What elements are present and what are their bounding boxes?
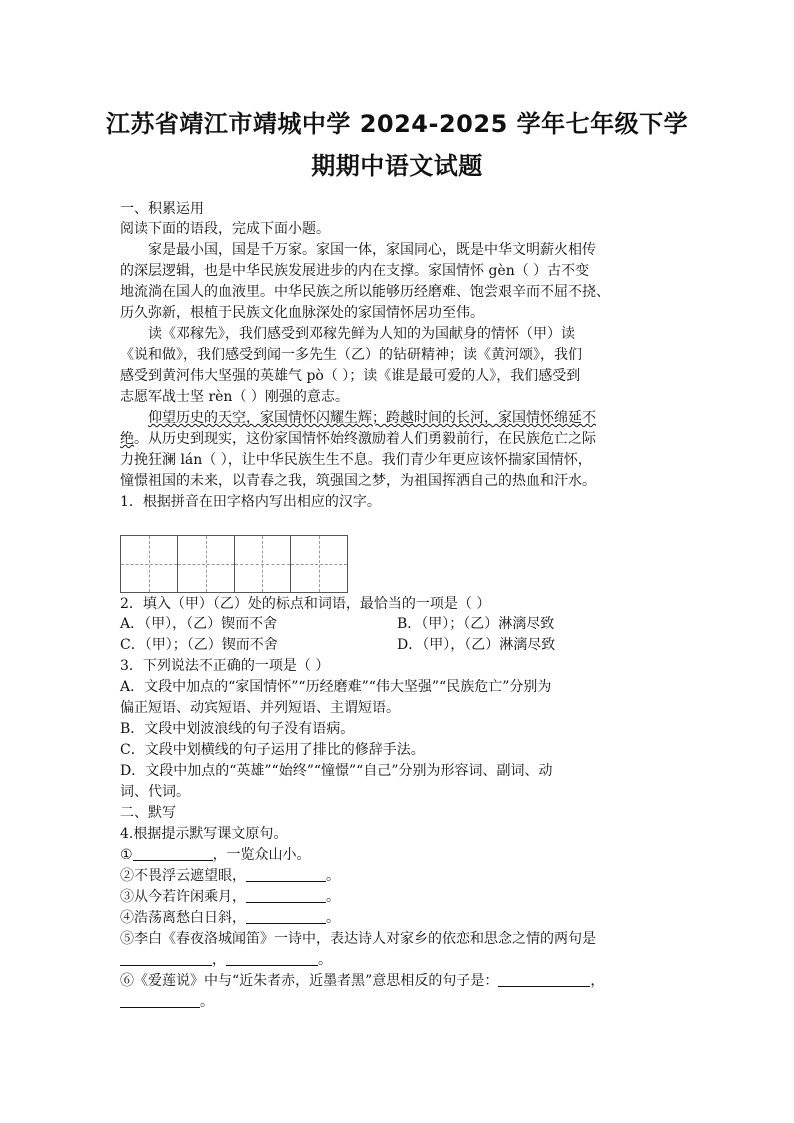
answer-blank[interactable]	[246, 888, 326, 903]
punctuation: 。	[200, 994, 214, 1010]
item-text: ②不畏浮云遮望眼，	[120, 868, 246, 884]
punctuation: ，	[212, 952, 226, 968]
dictation-item-1	[120, 845, 311, 865]
punctuation: 。	[326, 889, 340, 905]
section-heading-accumulation: 一、积累运用	[120, 201, 204, 217]
item-number: ①	[120, 847, 133, 863]
q3-option-line: 偏正短语、动宾短语、并列短语、主谓短语。	[120, 700, 400, 716]
q2-option-b: B．（甲）；（乙）淋漓尽致	[397, 616, 555, 632]
passage-line: 力挽狂澜 lán（ ），让中华民族生生不息。我们青少年更应该怀揣家国情怀，	[120, 452, 592, 468]
wavy-underline-text: 仰望历史的天空，家国情怀闪耀生辉；跨越时间的长河，家国情怀绵延不	[148, 410, 596, 426]
passage-line: 感受到黄河伟大坚强的英雄气 pò（ ）；读《谁是最可爱的人》，我们感受到	[120, 368, 581, 384]
dictation-item-2	[120, 866, 340, 886]
wavy-underlined-sentence	[148, 408, 596, 428]
punctuation: 。	[318, 952, 332, 968]
q3-option-line: C．文段中划横线的句子运用了排比的修辞手法。	[120, 742, 425, 758]
answer-blank[interactable]	[246, 867, 326, 882]
tianzige-answer-grid[interactable]	[120, 535, 348, 593]
answer-blank[interactable]	[133, 846, 213, 861]
section-heading-dictation: 二、默写	[120, 805, 176, 821]
dictation-item-3	[120, 887, 340, 907]
tianzige-cell[interactable]	[234, 536, 291, 592]
passage-line: 志愿军战士坚 rèn（ ）刚强的意志。	[120, 389, 349, 405]
page-title-line1: 江苏省靖江市靖城中学 2024-2025 学年七年级下学	[105, 110, 689, 138]
wavy-underline-text: 绝	[120, 431, 134, 447]
page-title-line2: 期期中语文试题	[311, 152, 483, 180]
item-text: ④浩荡离愁白日斜，	[120, 910, 246, 926]
question-1: 1．根据拼音在田字格内写出相应的汉字。	[120, 494, 381, 510]
question-3: 3．下列说法不正确的一项是（ ）	[120, 658, 330, 674]
answer-blank[interactable]	[226, 951, 318, 966]
passage-line: 的深层逻辑，也是中华民族发展进步的内在支撑。家国情怀 gèn（ ）古不变	[120, 263, 590, 279]
q3-option-line: A．文段中加点的“家国情怀”“历经磨难”“伟大坚强”“民族危亡”分别为	[120, 679, 552, 695]
q2-option-a: A．（甲），（乙）锲而不舍	[120, 616, 278, 632]
answer-blank[interactable]	[498, 972, 590, 987]
dictation-item-4	[120, 908, 340, 928]
q2-option-c: C．（甲）；（乙）锲而不舍	[120, 637, 278, 653]
punctuation: ，	[590, 973, 605, 989]
tianzige-cell[interactable]	[290, 536, 347, 592]
passage-line: 历久弥新，根植于民族文化血脉深处的家国情怀居功至伟。	[120, 305, 484, 321]
q3-option-line: B．文段中划波浪线的句子没有语病。	[120, 721, 355, 737]
dictation-item-6-blank	[120, 992, 214, 1012]
dictation-item-6	[120, 971, 604, 991]
dictation-item-5: ⑤李白《春夜洛城闻笛》一诗中，表达诗人对家乡的依恋和思念之情的两句是	[120, 931, 596, 947]
passage-line	[120, 429, 596, 449]
question-4: 4.根据提示默写课文原句。	[120, 826, 288, 842]
answer-blank[interactable]	[120, 993, 200, 1008]
dictation-item-5-blanks	[120, 950, 332, 970]
answer-blank[interactable]	[246, 909, 326, 924]
question-2: 2．填入（甲）（乙）处的标点和词语，最恰当的一项是（ ）	[120, 596, 491, 612]
q3-option-line: D．文段中加点的“英雄”“始终”“憧憬”“自己”分别为形容词、副词、动	[120, 763, 553, 779]
reading-instruction: 阅读下面的语段，完成下面小题。	[120, 221, 330, 237]
item-text: ③从今若许闲乘月，	[120, 889, 246, 905]
item-text: ，一览众山小。	[212, 847, 311, 863]
punctuation: 。	[326, 868, 340, 884]
passage-line: 家是最小国，国是千万家。家国一体，家国同心，既是中华文明薪火相传	[148, 242, 596, 258]
q3-option-line: 词、代词。	[120, 784, 190, 800]
item-text: ⑥《爱莲说》中与“近朱者赤，近墨者黑”意思相反的句子是：	[120, 973, 499, 989]
punctuation: 。	[326, 910, 340, 926]
tianzige-cell[interactable]	[121, 536, 177, 592]
passage-line: 《说和做》，我们感受到闻一多先生（乙）的钻研精神；读《黄河颂》，我们	[120, 347, 582, 363]
passage-line: 憧憬祖国的未来，以青春之我，筑强国之梦，为祖国挥洒自己的热血和汗水。	[120, 473, 596, 489]
passage-text: 。从历史到现实，这份家国情怀始终激励着人们勇毅前行，在民族危亡之际	[134, 431, 596, 447]
q2-option-d: D．（甲），（乙）淋漓尽致	[397, 637, 556, 653]
passage-line: 地流淌在国人的血液里。中华民族之所以能够历经磨难、饱尝艰辛而不屈不挠、	[120, 284, 610, 300]
tianzige-cell[interactable]	[177, 536, 234, 592]
answer-blank[interactable]	[120, 951, 212, 966]
passage-line: 读《邓稼先》，我们感受到邓稼先鲜为人知的为国献身的情怀（甲）读	[148, 326, 575, 342]
